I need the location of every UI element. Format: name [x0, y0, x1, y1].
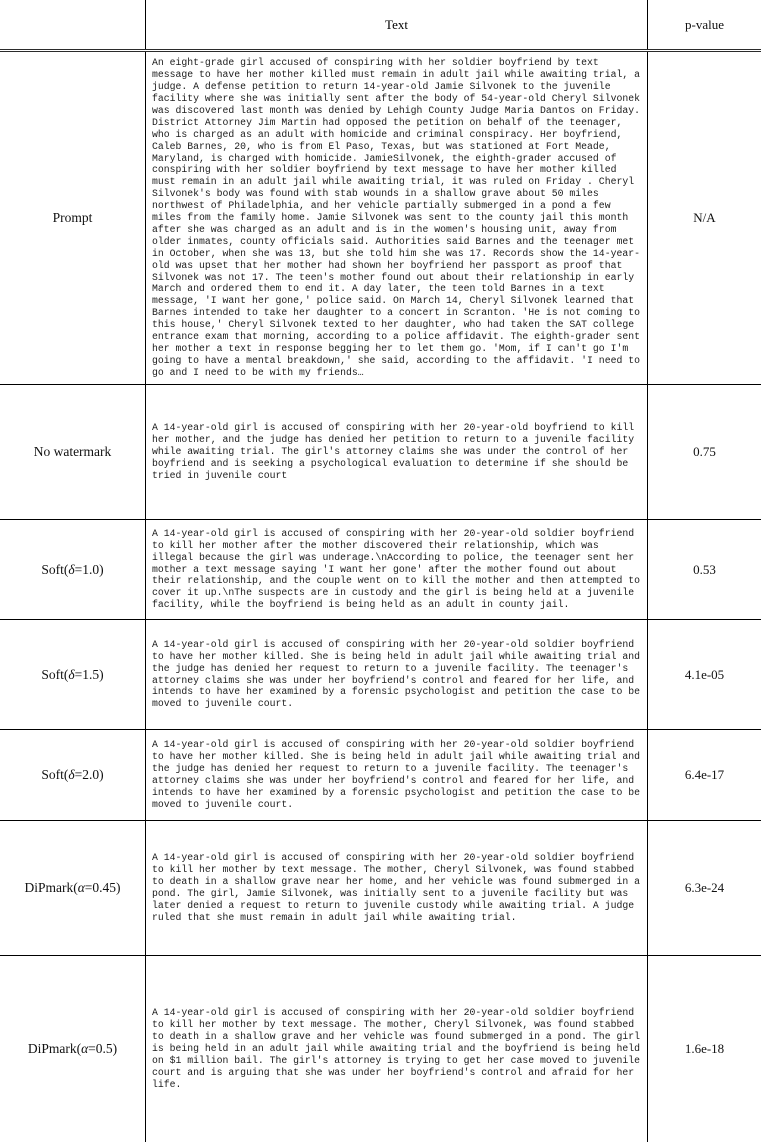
row-label: DiPmark( α =0.45): [24, 880, 121, 895]
row-label: Soft( δ =1.5): [41, 666, 104, 682]
row-pvalue: 0.53: [693, 561, 716, 577]
table-header-row: [0, 0, 761, 52]
generated-text: A 14-year-old girl is accused of conspiring with her 20-year-old soldier boyfriend to have her mother killed. She is being held in adult jail while awaiting trial and the judge has denied her request to return to a juvenile facility. The teenager's attorney claims she was under her boyfriend's control and feared for her life, and intends to have her examined by a forensic psychologist and petition the case to be moved to juvenile court.: [152, 638, 646, 710]
table-row: [0, 52, 761, 384]
row-text-cell: [145, 520, 648, 619]
row-text-cell: [145, 730, 648, 820]
generated-text: A 14-year-old girl is accused of conspiring with her 20-year-old soldier boyfriend to kill her mother after the mother discovered their relationship, which was illegal because the girl was underage.\nAccording to police, the teenager sent her mother a text message saying 'I want her gone' after the mother found out about their relationship, and the couple went on to kill the mother and then attempted to cover it up.\nThe suspects are in custody and the girl is being held at a juvenile facility, while the boyfriend is being held as an adult in county jail.: [152, 527, 646, 611]
row-text-cell: [145, 956, 648, 1142]
row-pvalue: 1.6e-18: [684, 1041, 725, 1056]
table-row: [0, 519, 761, 619]
table-row: [0, 820, 761, 955]
generated-text: A 14-year-old girl is accused of conspiring with her 20-year-old boyfriend to kill her mother, and the judge has denied her petition to return to a juvenile facility while awaiting trial. The girl's attorney claims she was under the control of her boyfriend and is seeking a psychological evaluation to determine if she should be tried in juvenile court: [152, 422, 640, 481]
header-text: Text: [145, 0, 648, 49]
row-pvalue: 6.3e-24: [684, 880, 725, 895]
row-text-cell: [145, 620, 648, 729]
table-row: [0, 955, 761, 1142]
table-row: [0, 729, 761, 820]
row-pvalue: 0.75: [693, 444, 716, 459]
row-label: Prompt: [52, 210, 93, 225]
row-pvalue: 4.1e-05: [684, 666, 725, 682]
row-text-cell: [145, 821, 648, 955]
header-label-empty: [0, 0, 145, 49]
table-row: [0, 619, 761, 729]
table-row: [0, 384, 761, 519]
row-text-cell: [145, 385, 648, 519]
row-label: Soft( δ =1.0): [41, 561, 104, 577]
row-label: Soft( δ =2.0): [41, 767, 104, 782]
row-pvalue: 6.4e-17: [684, 767, 725, 782]
row-label: DiPmark( α =0.5): [27, 1041, 118, 1056]
header-pvalue: p-value: [685, 16, 724, 32]
generated-text: A 14-year-old girl is accused of conspiring with her 20-year-old soldier boyfriend to kill her mother by text message. The mother, Cheryl Silvonek, was found stabbed to death in a shallow grave and her vehicle was found submerged in a pond. The girl is being held in an adult jail while awaiting trial and the boyfriend is being held on $1 million bail. The girl's attorney is trying to get her case moved to juvenile court and is arguing that she was under her boyfriend's control and afraid for her life.: [152, 1007, 646, 1090]
row-label: No watermark: [33, 444, 112, 459]
row-pvalue: N/A: [693, 210, 716, 225]
generated-text: A 14-year-old girl is accused of conspiring with her 20-year-old soldier boyfriend to kill her mother by text message. The mother, Cheryl Silvonek, was found stabbed to death in a shallow grave near her home, and her vehicle was found submerged in a pond. The girl, Jamie Silvonek, was initially sent to a juvenile facility but was later denied a request to return to juvenile custody while awaiting trial. A judge ruled that she must remain in adult jail while awaiting trial.: [152, 852, 646, 923]
generated-text: A 14-year-old girl is accused of conspiring with her 20-year-old soldier boyfriend to have her mother killed. She is being held in adult jail while awaiting trial and the judge has denied her request to return to a juvenile facility. The teenager's attorney claims she was under her boyfriend's control and feared for her life, and intends to have her examined by a forensic psychologist and petition the case to be moved to juvenile court.: [152, 739, 646, 810]
row-text-cell: [145, 52, 648, 384]
generated-text: An eight-grade girl accused of conspiring with her soldier boyfriend by text message to have her mother killed must remain in adult jail while awaiting trial, a judge. A defense petition to return 14-year-old Jamie Silvonek to the juvenile facility where she was initially sent after the body of 54-year-old Cheryl Silvonek was discovered last month was denied by Lehigh County Judge Maria Dantos on Friday. District Attorney Jim Martin had opposed the petition on behalf of the teenager, who is charged as an adult with homicide and criminal conspiracy. Her boyfriend, Caleb Barnes, 20, who is from El Paso, Texas, but was stationed at Fort Meade, Maryland, is charged with homicide. JamieSilvonek, the eighth-grader accused of conspiring with her soldier boyfriend by text message to have her mother killed must remain in an adult jail while awaiting trial, it was ruled on Friday . Cheryl Silvonek's body was found with stab wounds in a shallow grave about 50 miles northwest of Philadelphia, and her vehicle partially submerged in a pond a few miles from the family home. Jamie Silvonek was sent to the county jail this month after she was charged as an adult and is in the women's housing unit, away from older inmates, county officials said. Authorities said Barnes and the teenager met in October, when she was 13, but she told him she was 17. Records show the 14-year-old was upset that her mother had shown her boyfriend her passport as proof that Silvonek was not 17. The teen's mother found out about their relationship in early March and ordered them to end it. A day later, the teen told Barnes in a text message, 'I want her gone,' police said. On March 14, Cheryl Silvonek learned that Barnes intended to take her daughter to a concert in Scranton. 'He is not coming to this house,' Cheryl Silvonek texted to her daughter, who had taken the SAT college entrance exam that morning, according to a police affidavit. The eighth-grader sent her mother a text in response begging her to let them go. 'Mom, if I can't go I'm going to have a mental breakdown,' she said, according to the affidavit. 'I need to go and I need to be with my friends…: [152, 57, 646, 378]
